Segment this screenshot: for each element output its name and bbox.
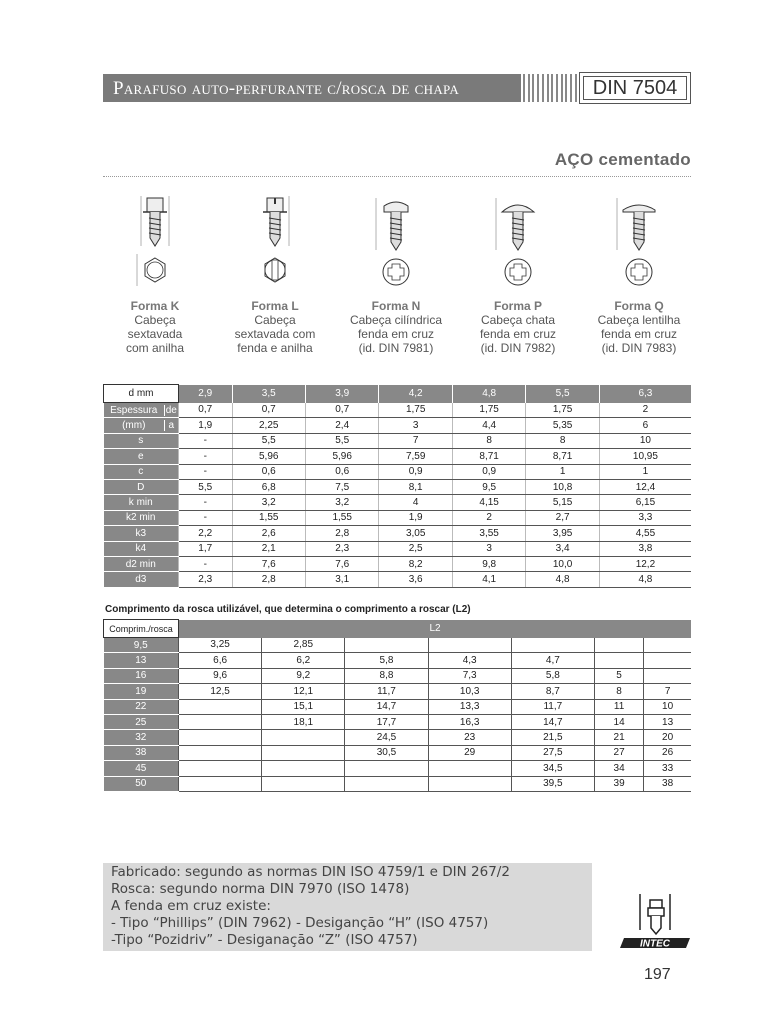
table-cell: 8,2 xyxy=(379,556,452,571)
row-label: 45 xyxy=(104,761,179,776)
table-cell: 10,0 xyxy=(526,556,599,571)
table-cell: 3,25 xyxy=(179,638,262,653)
dimensions-table xyxy=(103,384,691,588)
table-cell: 12,2 xyxy=(599,556,691,571)
table-cell: 1,9 xyxy=(179,418,233,433)
dimensions-header-row xyxy=(104,385,692,403)
table-cell: 21 xyxy=(594,730,643,745)
table-row xyxy=(104,653,692,668)
table-cell: 1,75 xyxy=(379,403,452,418)
dimension-column-header: 4,8 xyxy=(452,385,525,403)
row-label-range: de xyxy=(165,404,177,416)
table-row xyxy=(104,495,692,510)
table-cell xyxy=(345,776,428,791)
table-cell: 14 xyxy=(594,714,643,729)
table-cell: - xyxy=(179,433,233,448)
table-cell: 39 xyxy=(594,776,643,791)
dimension-column-header: 3,5 xyxy=(232,385,305,403)
table-row xyxy=(104,418,692,433)
table-row xyxy=(104,638,692,653)
table-cell: 3,2 xyxy=(232,495,305,510)
table-cell: 1,9 xyxy=(379,510,452,525)
table-cell: 2,2 xyxy=(179,526,233,541)
form-desc-line: fenda em cruz xyxy=(479,327,557,341)
table-cell: 13,3 xyxy=(428,699,511,714)
table-cell: 4,4 xyxy=(452,418,525,433)
table-cell: 5,5 xyxy=(305,433,378,448)
table-cell: 3,8 xyxy=(599,541,691,556)
table-cell: 9,6 xyxy=(179,668,262,683)
thread-corner: Comprim./rosca xyxy=(104,620,179,638)
table-cell: 2,8 xyxy=(232,572,305,587)
table-cell: 11,7 xyxy=(345,684,428,699)
table-cell: - xyxy=(179,464,233,479)
row-label-range: a xyxy=(164,420,178,431)
table-cell: 3,95 xyxy=(526,526,599,541)
table-cell: 6,15 xyxy=(599,495,691,510)
screw-drawing-l xyxy=(245,190,305,290)
form-name: Forma L xyxy=(251,299,299,313)
row-label: 13 xyxy=(104,653,179,668)
table-cell: 4 xyxy=(379,495,452,510)
table-cell: 4,1 xyxy=(452,572,525,587)
table-cell: 34 xyxy=(594,761,643,776)
form-desc-line: fenda e anilha xyxy=(237,341,313,355)
table-cell: 8,7 xyxy=(511,684,594,699)
table-cell: 9,5 xyxy=(452,479,525,494)
form-desc-line: (id. DIN 7982) xyxy=(480,341,556,355)
table-cell: 34,5 xyxy=(511,761,594,776)
table-cell: 7,5 xyxy=(305,479,378,494)
table-cell: 33 xyxy=(644,761,691,776)
table-cell xyxy=(179,776,262,791)
table-cell: 3,55 xyxy=(452,526,525,541)
table-cell: 7 xyxy=(379,433,452,448)
table-cell: 1 xyxy=(526,464,599,479)
table-cell: 1 xyxy=(599,464,691,479)
row-label-text: Espessura xyxy=(110,404,158,416)
table-cell: 2,3 xyxy=(179,572,233,587)
form-desc-line: Cabeça xyxy=(134,313,176,327)
table-cell xyxy=(428,761,511,776)
table-row xyxy=(104,699,692,714)
form-desc-line: fenda em cruz xyxy=(600,327,678,341)
row-label: 22 xyxy=(104,699,179,714)
screw-drawing-k xyxy=(125,190,185,290)
thread-table-caption: Comprimento da rosca utilizável, que determina o comprimento a roscar (L2) xyxy=(105,604,471,615)
screw-drawing-q xyxy=(609,190,669,290)
table-cell: 0,9 xyxy=(452,464,525,479)
thread-header-l2: L2 xyxy=(179,620,692,638)
row-label: k2 min xyxy=(104,510,179,525)
table-cell: 3,3 xyxy=(599,510,691,525)
table-cell: - xyxy=(179,556,233,571)
table-cell: 17,7 xyxy=(345,714,428,729)
table-row xyxy=(104,556,692,571)
table-cell: 6,6 xyxy=(179,653,262,668)
table-cell: 14,7 xyxy=(511,714,594,729)
table-cell: 3,4 xyxy=(526,541,599,556)
table-cell: 23 xyxy=(428,730,511,745)
table-cell xyxy=(262,776,345,791)
row-label: d2 min xyxy=(104,556,179,571)
intec-logo xyxy=(620,890,694,950)
form-desc-line: (id. DIN 7983) xyxy=(601,341,677,355)
note-line: - Tipo “Phillips” (DIN 7962) - Desigançāo “H” (ISO 4757) xyxy=(111,915,489,931)
table-cell: 1,55 xyxy=(232,510,305,525)
table-cell: 2,85 xyxy=(262,638,345,653)
table-cell: 9,8 xyxy=(452,556,525,571)
table-cell: 12,4 xyxy=(599,479,691,494)
table-cell: 3,6 xyxy=(379,572,452,587)
table-cell xyxy=(511,638,594,653)
table-cell: 18,1 xyxy=(262,714,345,729)
table-cell xyxy=(262,745,345,760)
table-cell xyxy=(594,653,643,668)
table-cell xyxy=(179,730,262,745)
table-cell xyxy=(179,699,262,714)
table-cell xyxy=(594,638,643,653)
row-label: 50 xyxy=(104,776,179,791)
table-cell: 10,95 xyxy=(599,449,691,464)
table-cell: 2 xyxy=(452,510,525,525)
form-desc-line: Cabeça lentilha xyxy=(597,313,681,327)
table-cell: 1,75 xyxy=(452,403,525,418)
row-label: 32 xyxy=(104,730,179,745)
note-line: A fenda em cruz existe: xyxy=(111,898,271,914)
table-cell: 1,7 xyxy=(179,541,233,556)
table-cell: 27 xyxy=(594,745,643,760)
table-cell: 5,15 xyxy=(526,495,599,510)
table-cell: 8,1 xyxy=(379,479,452,494)
page-number: 197 xyxy=(644,966,671,983)
table-cell: 2,3 xyxy=(305,541,378,556)
table-cell: 8 xyxy=(594,684,643,699)
form-desc-line: sextavada com xyxy=(234,327,316,341)
table-cell: 4,8 xyxy=(526,572,599,587)
table-cell: 6 xyxy=(599,418,691,433)
screw-drawing-p xyxy=(488,190,548,290)
table-cell: 5,96 xyxy=(305,449,378,464)
notes-box xyxy=(103,863,592,951)
form-name: Forma P xyxy=(493,299,542,313)
dimension-column-header: 3,9 xyxy=(305,385,378,403)
table-row xyxy=(104,526,692,541)
table-cell: 2,8 xyxy=(305,526,378,541)
row-label-thickness xyxy=(104,418,179,433)
row-label: c xyxy=(104,464,179,479)
title-band xyxy=(103,74,521,102)
row-label: k4 xyxy=(104,541,179,556)
thread-header-row xyxy=(104,620,692,638)
form-desc-line: com anilha xyxy=(125,341,185,355)
table-cell: - xyxy=(179,510,233,525)
dimension-column-header: 2,9 xyxy=(179,385,233,403)
table-cell: 0,6 xyxy=(232,464,305,479)
table-cell: 5,8 xyxy=(345,653,428,668)
table-cell: 29 xyxy=(428,745,511,760)
table-cell: 2,25 xyxy=(232,418,305,433)
table-cell: 7,6 xyxy=(305,556,378,571)
table-cell xyxy=(644,668,691,683)
table-row xyxy=(104,403,692,418)
table-cell: 4,15 xyxy=(452,495,525,510)
form-name: Forma K xyxy=(130,299,180,313)
table-cell: 14,7 xyxy=(345,699,428,714)
form-n xyxy=(335,190,457,355)
table-cell: 7,3 xyxy=(428,668,511,683)
table-cell: 30,5 xyxy=(345,745,428,760)
table-cell: 5,5 xyxy=(232,433,305,448)
table-row xyxy=(104,510,692,525)
table-cell: 4,7 xyxy=(511,653,594,668)
table-cell: 12,1 xyxy=(262,684,345,699)
note-line: Fabricado: segundo as normas DIN ISO 4759/1 e DIN 267/2 xyxy=(111,864,510,880)
table-cell: 13 xyxy=(644,714,691,729)
table-cell: 11,7 xyxy=(511,699,594,714)
table-cell xyxy=(179,745,262,760)
form-name: Forma Q xyxy=(614,299,664,313)
table-cell: 7,59 xyxy=(379,449,452,464)
table-cell: 0,7 xyxy=(232,403,305,418)
table-cell: 21,5 xyxy=(511,730,594,745)
row-label: e xyxy=(104,449,179,464)
table-cell: 2,7 xyxy=(526,510,599,525)
row-label: k min xyxy=(104,495,179,510)
header-stripes xyxy=(521,74,579,102)
form-desc-line: (id. DIN 7981) xyxy=(358,341,434,355)
form-desc-line: sextavada xyxy=(127,327,183,341)
standard-label: DIN 7504 xyxy=(583,76,687,100)
divider xyxy=(103,176,691,177)
table-cell xyxy=(262,730,345,745)
table-cell: 7 xyxy=(644,684,691,699)
table-cell: 2 xyxy=(599,403,691,418)
table-row xyxy=(104,684,692,699)
table-cell xyxy=(179,761,262,776)
dimension-column-header: 6,3 xyxy=(599,385,691,403)
table-cell: 3,2 xyxy=(305,495,378,510)
table-cell: 2,1 xyxy=(232,541,305,556)
table-row xyxy=(104,745,692,760)
table-row xyxy=(104,730,692,745)
table-cell: 5 xyxy=(594,668,643,683)
table-cell: 2,6 xyxy=(232,526,305,541)
form-desc-line: Cabeça cilíndrica xyxy=(349,313,443,327)
table-cell: 3 xyxy=(452,541,525,556)
table-cell: 9,2 xyxy=(262,668,345,683)
row-label: 38 xyxy=(104,745,179,760)
table-cell: 10,3 xyxy=(428,684,511,699)
dimension-column-header: 5,5 xyxy=(526,385,599,403)
table-cell: 8 xyxy=(452,433,525,448)
table-cell: 2,5 xyxy=(379,541,452,556)
note-line: Rosca: segundo norma DIN 7970 (ISO 1478) xyxy=(111,881,410,897)
table-cell xyxy=(345,761,428,776)
form-desc-line: Cabeça chata xyxy=(480,313,556,327)
table-cell xyxy=(428,776,511,791)
table-cell: 27,5 xyxy=(511,745,594,760)
table-cell: 0,7 xyxy=(179,403,233,418)
row-label: d3 xyxy=(104,572,179,587)
table-cell: 0,7 xyxy=(305,403,378,418)
table-cell xyxy=(428,638,511,653)
table-cell: 5,8 xyxy=(511,668,594,683)
table-cell: 20 xyxy=(644,730,691,745)
table-row xyxy=(104,433,692,448)
table-cell: 5,96 xyxy=(232,449,305,464)
form-p xyxy=(457,190,579,355)
table-cell: 12,5 xyxy=(179,684,262,699)
table-cell: 16,3 xyxy=(428,714,511,729)
table-cell: 38 xyxy=(644,776,691,791)
table-cell: 11 xyxy=(594,699,643,714)
table-cell: 0,9 xyxy=(379,464,452,479)
table-cell: 26 xyxy=(644,745,691,760)
form-q xyxy=(578,190,700,355)
form-l xyxy=(214,190,336,355)
table-cell: 10 xyxy=(644,699,691,714)
row-label: 9,5 xyxy=(104,638,179,653)
row-label: 25 xyxy=(104,714,179,729)
row-label: s xyxy=(104,433,179,448)
table-cell: 24,5 xyxy=(345,730,428,745)
row-label: 19 xyxy=(104,684,179,699)
table-row xyxy=(104,714,692,729)
table-cell xyxy=(262,761,345,776)
table-cell: 1,55 xyxy=(305,510,378,525)
table-cell: 15,1 xyxy=(262,699,345,714)
row-label-thickness xyxy=(104,403,179,418)
table-cell: - xyxy=(179,449,233,464)
standard-box xyxy=(579,72,691,104)
form-k xyxy=(94,190,216,355)
screw-drawing-n xyxy=(366,190,426,290)
row-label: 16 xyxy=(104,668,179,683)
table-cell: 5,35 xyxy=(526,418,599,433)
table-cell: 1,75 xyxy=(526,403,599,418)
table-cell: 3 xyxy=(379,418,452,433)
table-cell: 3,05 xyxy=(379,526,452,541)
logo-text: INTEC xyxy=(640,938,670,950)
table-cell: 6,8 xyxy=(232,479,305,494)
table-cell: 8,71 xyxy=(526,449,599,464)
table-cell: 2,4 xyxy=(305,418,378,433)
table-row xyxy=(104,449,692,464)
thread-length-table xyxy=(103,619,691,792)
table-cell: 8,8 xyxy=(345,668,428,683)
table-cell: 10 xyxy=(599,433,691,448)
row-label: D xyxy=(104,479,179,494)
table-row xyxy=(104,668,692,683)
table-cell: 3,1 xyxy=(305,572,378,587)
table-cell xyxy=(179,714,262,729)
row-label: k3 xyxy=(104,526,179,541)
form-desc-line: fenda em cruz xyxy=(357,327,435,341)
table-row xyxy=(104,776,692,791)
table-row xyxy=(104,761,692,776)
table-cell: 6,2 xyxy=(262,653,345,668)
table-cell: 4,55 xyxy=(599,526,691,541)
table-cell: 5,5 xyxy=(179,479,233,494)
table-cell: 39,5 xyxy=(511,776,594,791)
table-row xyxy=(104,464,692,479)
dimension-column-header: 4,2 xyxy=(379,385,452,403)
row-label-text: (mm) xyxy=(122,420,146,432)
table-cell: - xyxy=(179,495,233,510)
table-row xyxy=(104,541,692,556)
table-cell: 8,71 xyxy=(452,449,525,464)
dimensions-corner: d mm xyxy=(104,385,179,403)
form-desc-line: Cabeça xyxy=(254,313,296,327)
table-cell: 8 xyxy=(526,433,599,448)
table-cell: 4,3 xyxy=(428,653,511,668)
table-cell: 7,6 xyxy=(232,556,305,571)
table-cell: 4,8 xyxy=(599,572,691,587)
table-row xyxy=(104,572,692,587)
table-cell xyxy=(644,653,691,668)
table-cell xyxy=(345,638,428,653)
table-cell: 10,8 xyxy=(526,479,599,494)
form-name: Forma N xyxy=(371,299,421,313)
table-cell xyxy=(644,638,691,653)
material-heading: AÇO cementado xyxy=(554,150,691,169)
note-line: -Tipo “Pozidriv” - Desiganaçāo “Z” (ISO 4757) xyxy=(111,932,418,948)
page-title: Parafuso auto-perfurante c/rosca de chapa xyxy=(113,78,460,99)
table-cell: 0,6 xyxy=(305,464,378,479)
table-row xyxy=(104,479,692,494)
